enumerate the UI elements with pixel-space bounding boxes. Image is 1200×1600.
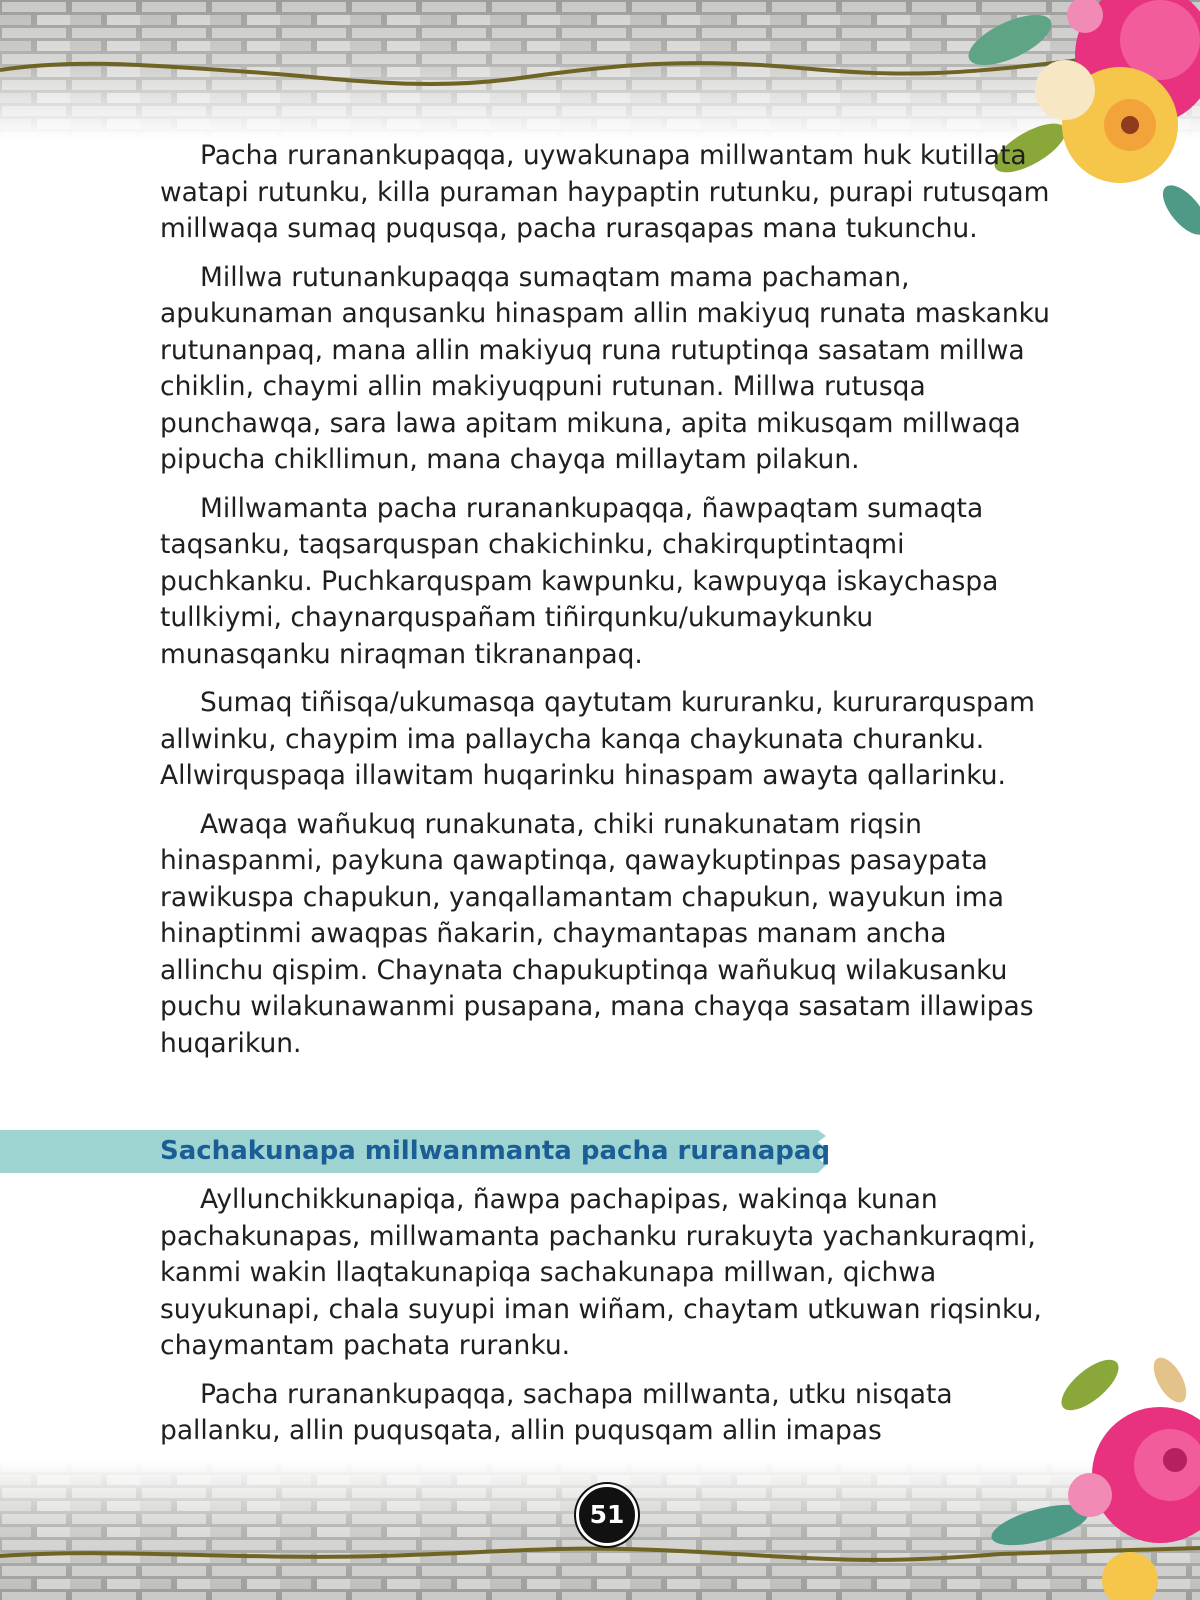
paragraph: Millwamanta pacha ruranankupaqqa, ñawpaqtam sumaqta taqsanku, taqsarquspan chakichinku, chakirquptintaqmi puchkanku. Puchkarquspam kawpunku, kawpuyqa iskaychaspa tullkiymi, chaynarquspañam tiñirqunku/ukumaykunku munasqanku niraqman tikrananpaq. xyxy=(160,492,999,670)
paragraph: Pacha ruranankupaqqa, uywakunapa millwantam huk kutillata watapi rutunku, killa puraman haypaptin rutunku, purapi rutusqam millwaqa sumaq puqusqa, pacha rurasqapas mana tukunchu. xyxy=(160,140,1050,244)
section-title: Sachakunapa millwanmanta pacha ruranapaq xyxy=(160,1136,831,1166)
flower-corner-bottom xyxy=(970,1355,1200,1600)
paragraph: Pacha ruranankupaqqa, sachapa millwanta, utku nisqata pallanku, allin puqusqata, allin puqusqam allin imapas xyxy=(160,1378,953,1446)
page-number: 51 xyxy=(576,1484,638,1546)
section-heading-bar xyxy=(0,1130,830,1173)
paragraph: Millwa rutunankupaqqa sumaqtam mama pachaman, apukunaman anqusanku hinaspam allin makiyuq runata maskanku rutunanpaq, mana allin makiyuq runa rutuptinqa sasatam millwa chiklin, chaymi allin makiyuqpuni rutunan. Millwa rutusqa punchawqa, sara lawa apitam mikuna, apita mikusqam millwaqa pipucha chikllimun, mana chayqa millaytam pilakun. xyxy=(160,261,1050,475)
paragraph: Sumaq tiñisqa/ukumasqa qaytutam kururanku, kururarquspam allwinku, chaypim ima pallaycha kanqa chaykunata churanku. Allwirquspaqa illawitam huqarinku hinaspam awayta qallarinku. xyxy=(160,687,1035,791)
paragraph: Awaqa wañukuq runakunata, chiki runakunatam riqsin hinaspanmi, paykuna qawaptinqa, qawaykuptinpas pasaypata rawikuspa chapukun, yanqallamantam chapukun, wayukun ima hinaptinmi awaqpas ñakarin, chaymantapas manam ancha allinchu qispim. Chaynata chapukuptinqa wañukuq wilakusanku puchu wilakunawanmi pusapana, mana chayqa sasatam illawipas huqarikun. xyxy=(160,808,1034,1059)
body-text-bottom xyxy=(160,1182,1050,1462)
body-text-top xyxy=(160,138,1050,1074)
paragraph: Ayllunchikkunapiqa, ñawpa pachapipas, wakinqa kunan pachakunapas, millwamanta pachanku rurakuyta yachankuraqmi, kanmi wakin llaqtakunapiqa sachakunapa millwan, qichwa suyukunapi, chala suyupi iman wiñam, chaytam utkuwan riqsinku, chaymantam pachata ruranku. xyxy=(160,1184,1042,1361)
